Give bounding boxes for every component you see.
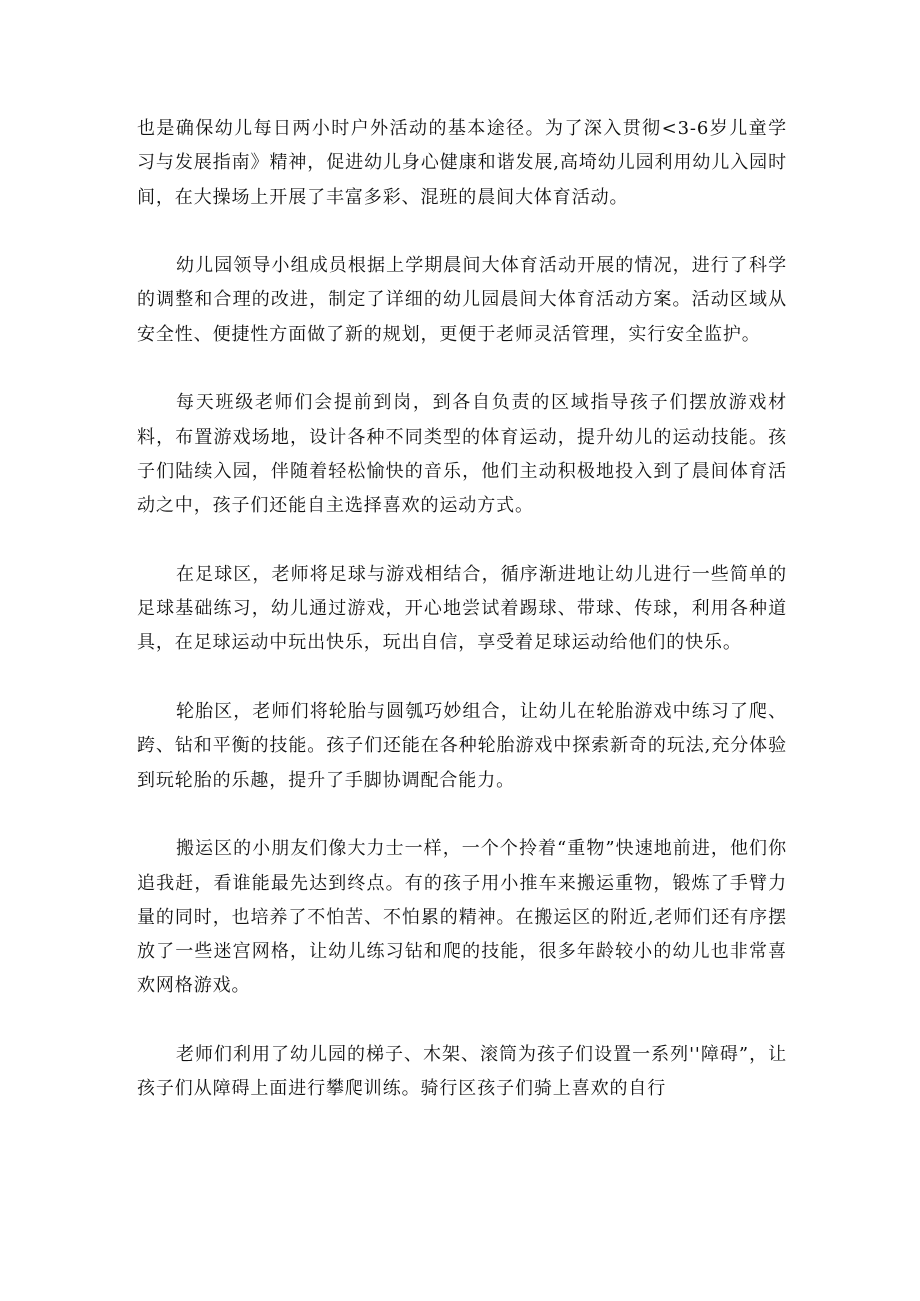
paragraph-obstacle-climbing: 老师们利用了幼儿园的梯子、木架、滚筒为孩子们设置一系列''障碍”，让孩子们从障碍上面进行攀爬训练。骑行区孩子们骑上喜欢的自行 xyxy=(137,1044,787,1100)
paragraph-tire-zone: 轮胎区，老师们将轮胎与圆瓠巧妙组合，让幼儿在轮胎游戏中练习了爬、跨、钻和平衡的技能。孩子们还能在各种轮胎游戏中探索新奇的玩法,充分体验到玩轮胎的乐趣，提升了手脚协调配合能力。 xyxy=(137,701,787,791)
paragraph-teacher-preparation: 每天班级老师们会提前到岗，到各自负责的区域指导孩子们摆放游戏材料，布置游戏场地，设计各种不同类型的体育运动，提升幼儿的运动技能。孩子们陆续入园，伴随着轻松愉快的音乐，他们主动积极地投入到了晨间体育活动之中，孩子们还能自主选择喜欢的运动方式。 xyxy=(137,392,787,517)
paragraph-football-zone: 在足球区，老师将足球与游戏相结合，循序渐进地让幼儿进行一些简单的足球基础练习，幼儿通过游戏，开心地尝试着踢球、带球、传球，利用各种道具，在足球运动中玩出快乐，玩出自信，享受着足球运动给他们的快乐。 xyxy=(137,563,787,654)
paragraph-outdoor-activity-intro: 也是确保幼儿每日两小时户外活动的基本途径。为了深入贯彻<3-6岁儿童学习与发展指南》精神，促进幼儿身心健康和谐发展,高埼幼儿园利用幼儿入园时间，在大操场上开展了丰富多彩、混班的晨间大体育活动。 xyxy=(137,118,787,208)
document-body xyxy=(137,112,787,1107)
paragraph-carrying-zone: 搬运区的小朋友们像大力士一样，一个个拎着“重物”快速地前进，他们你追我赶，看谁能最先达到终点。有的孩子用小推车来搬运重物，锻炼了手臂力量的同时，也培养了不怕苦、不怕累的精神。在搬运区的附近,老师们还有序摆放了一些迷宫网格，让幼儿练习钻和爬的技能，很多年龄较小的幼儿也非常喜欢网格游戏。 xyxy=(137,838,787,997)
paragraph-leadership-planning: 幼儿园领导小组成员根据上学期晨间大体育活动开展的情况，进行了科学的调整和合理的改进，制定了详细的幼儿园晨间大体育活动方案。活动区域从安全性、便捷性方面做了新的规划，更便于老师灵活管理，实行安全监护。 xyxy=(137,255,787,345)
